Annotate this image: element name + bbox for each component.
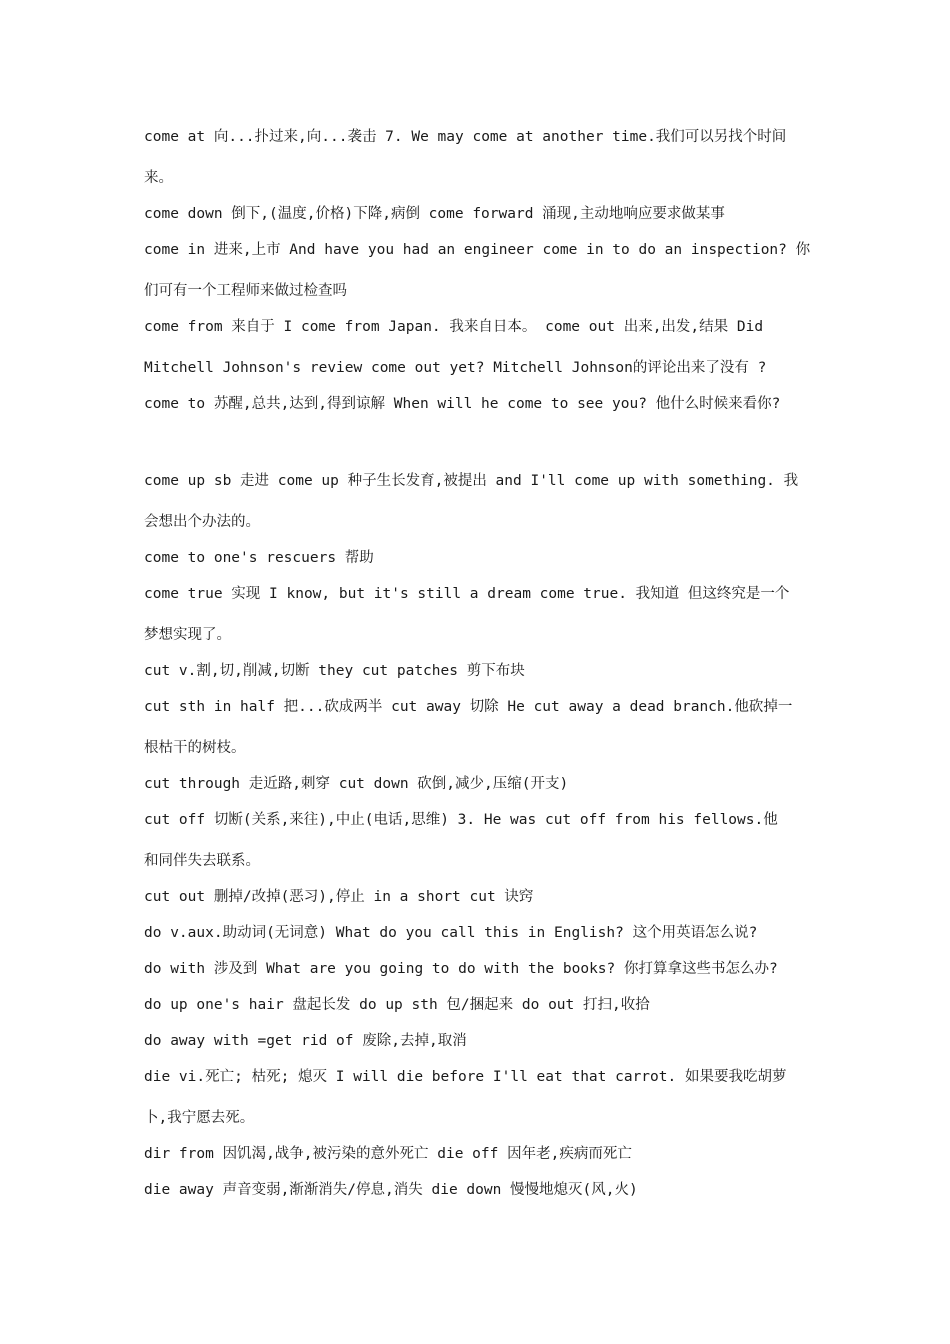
text-line: die away 声音变弱,渐渐消失/停息,消失 die down 慢慢地熄灭(风,火) [144,1182,638,1198]
text-line: come down 倒下,(温度,价格)下降,病倒 come forward 涌现,主动地响应要求做某事 [144,206,725,222]
text-line: come up sb 走进 come up 种子生长发育,被提出 and I'll come up with something. 我 [144,473,799,489]
text-line: dir from 因饥渴,战争,被污染的意外死亡 die off 因年老,疾病而死亡 [144,1146,632,1162]
text-line: cut v.割,切,削减,切断 they cut patches 剪下布块 [144,663,525,679]
text-line: cut out 删掉/改掉(恶习),停止 in a short cut 诀窍 [144,889,534,905]
text-line: come from 来自于 I come from Japan. 我来自日本。 come out 出来,出发,结果 Did [144,319,764,335]
text-line: 梦想实现了。 [144,627,231,643]
text-line: cut off 切断(关系,来往),中止(电话,思维) 3. He was cut off from his fellows.他 [144,812,778,828]
text-line: do with 涉及到 What are you going to do with the books? 你打算拿这些书怎么办? [144,961,778,977]
text-line: do up one's hair 盘起长发 do up sth 包/捆起来 do out 打扫,收拾 [144,997,650,1013]
text-line: Mitchell Johnson's review come out yet? Mitchell Johnson的评论出来了没有 ? [144,360,767,376]
text-line: cut through 走近路,刺穿 cut down 砍倒,减少,压缩(开支) [144,776,569,792]
text-line: come true 实现 I know, but it's still a dream come true. 我知道 但这终究是一个 [144,586,790,602]
text-line: come to one's rescuers 帮助 [144,550,374,566]
text-line: die vi.死亡; 枯死; 熄灭 I will die before I'll eat that carrot. 如果要我吃胡萝 [144,1069,787,1085]
text-line: do v.aux.助动词(无词意) What do you call this in English? 这个用英语怎么说? [144,925,758,941]
text-line: 卜,我宁愿去死。 [144,1110,255,1126]
text-line: 们可有一个工程师来做过检查吗 [144,283,347,299]
text-line: come to 苏醒,总共,达到,得到谅解 When will he come to see you? 他什么时候来看你? [144,396,781,412]
text-line: come at 向...扑过来,向...袭击 7. We may come at another time.我们可以另找个时间 [144,129,787,145]
text-line: 根枯干的树枝。 [144,740,246,756]
text-line: 会想出个办法的。 [144,514,260,530]
text-line: 和同伴失去联系。 [144,853,260,869]
text-line: 来。 [144,170,173,186]
text-line: do away with =get rid of 废除,去掉,取消 [144,1033,467,1049]
text-line: cut sth in half 把...砍成两半 cut away 切除 He cut away a dead branch.他砍掉一 [144,699,793,715]
text-line: come in 进来,上市 And have you had an engineer come in to do an inspection? 你 [144,242,811,258]
